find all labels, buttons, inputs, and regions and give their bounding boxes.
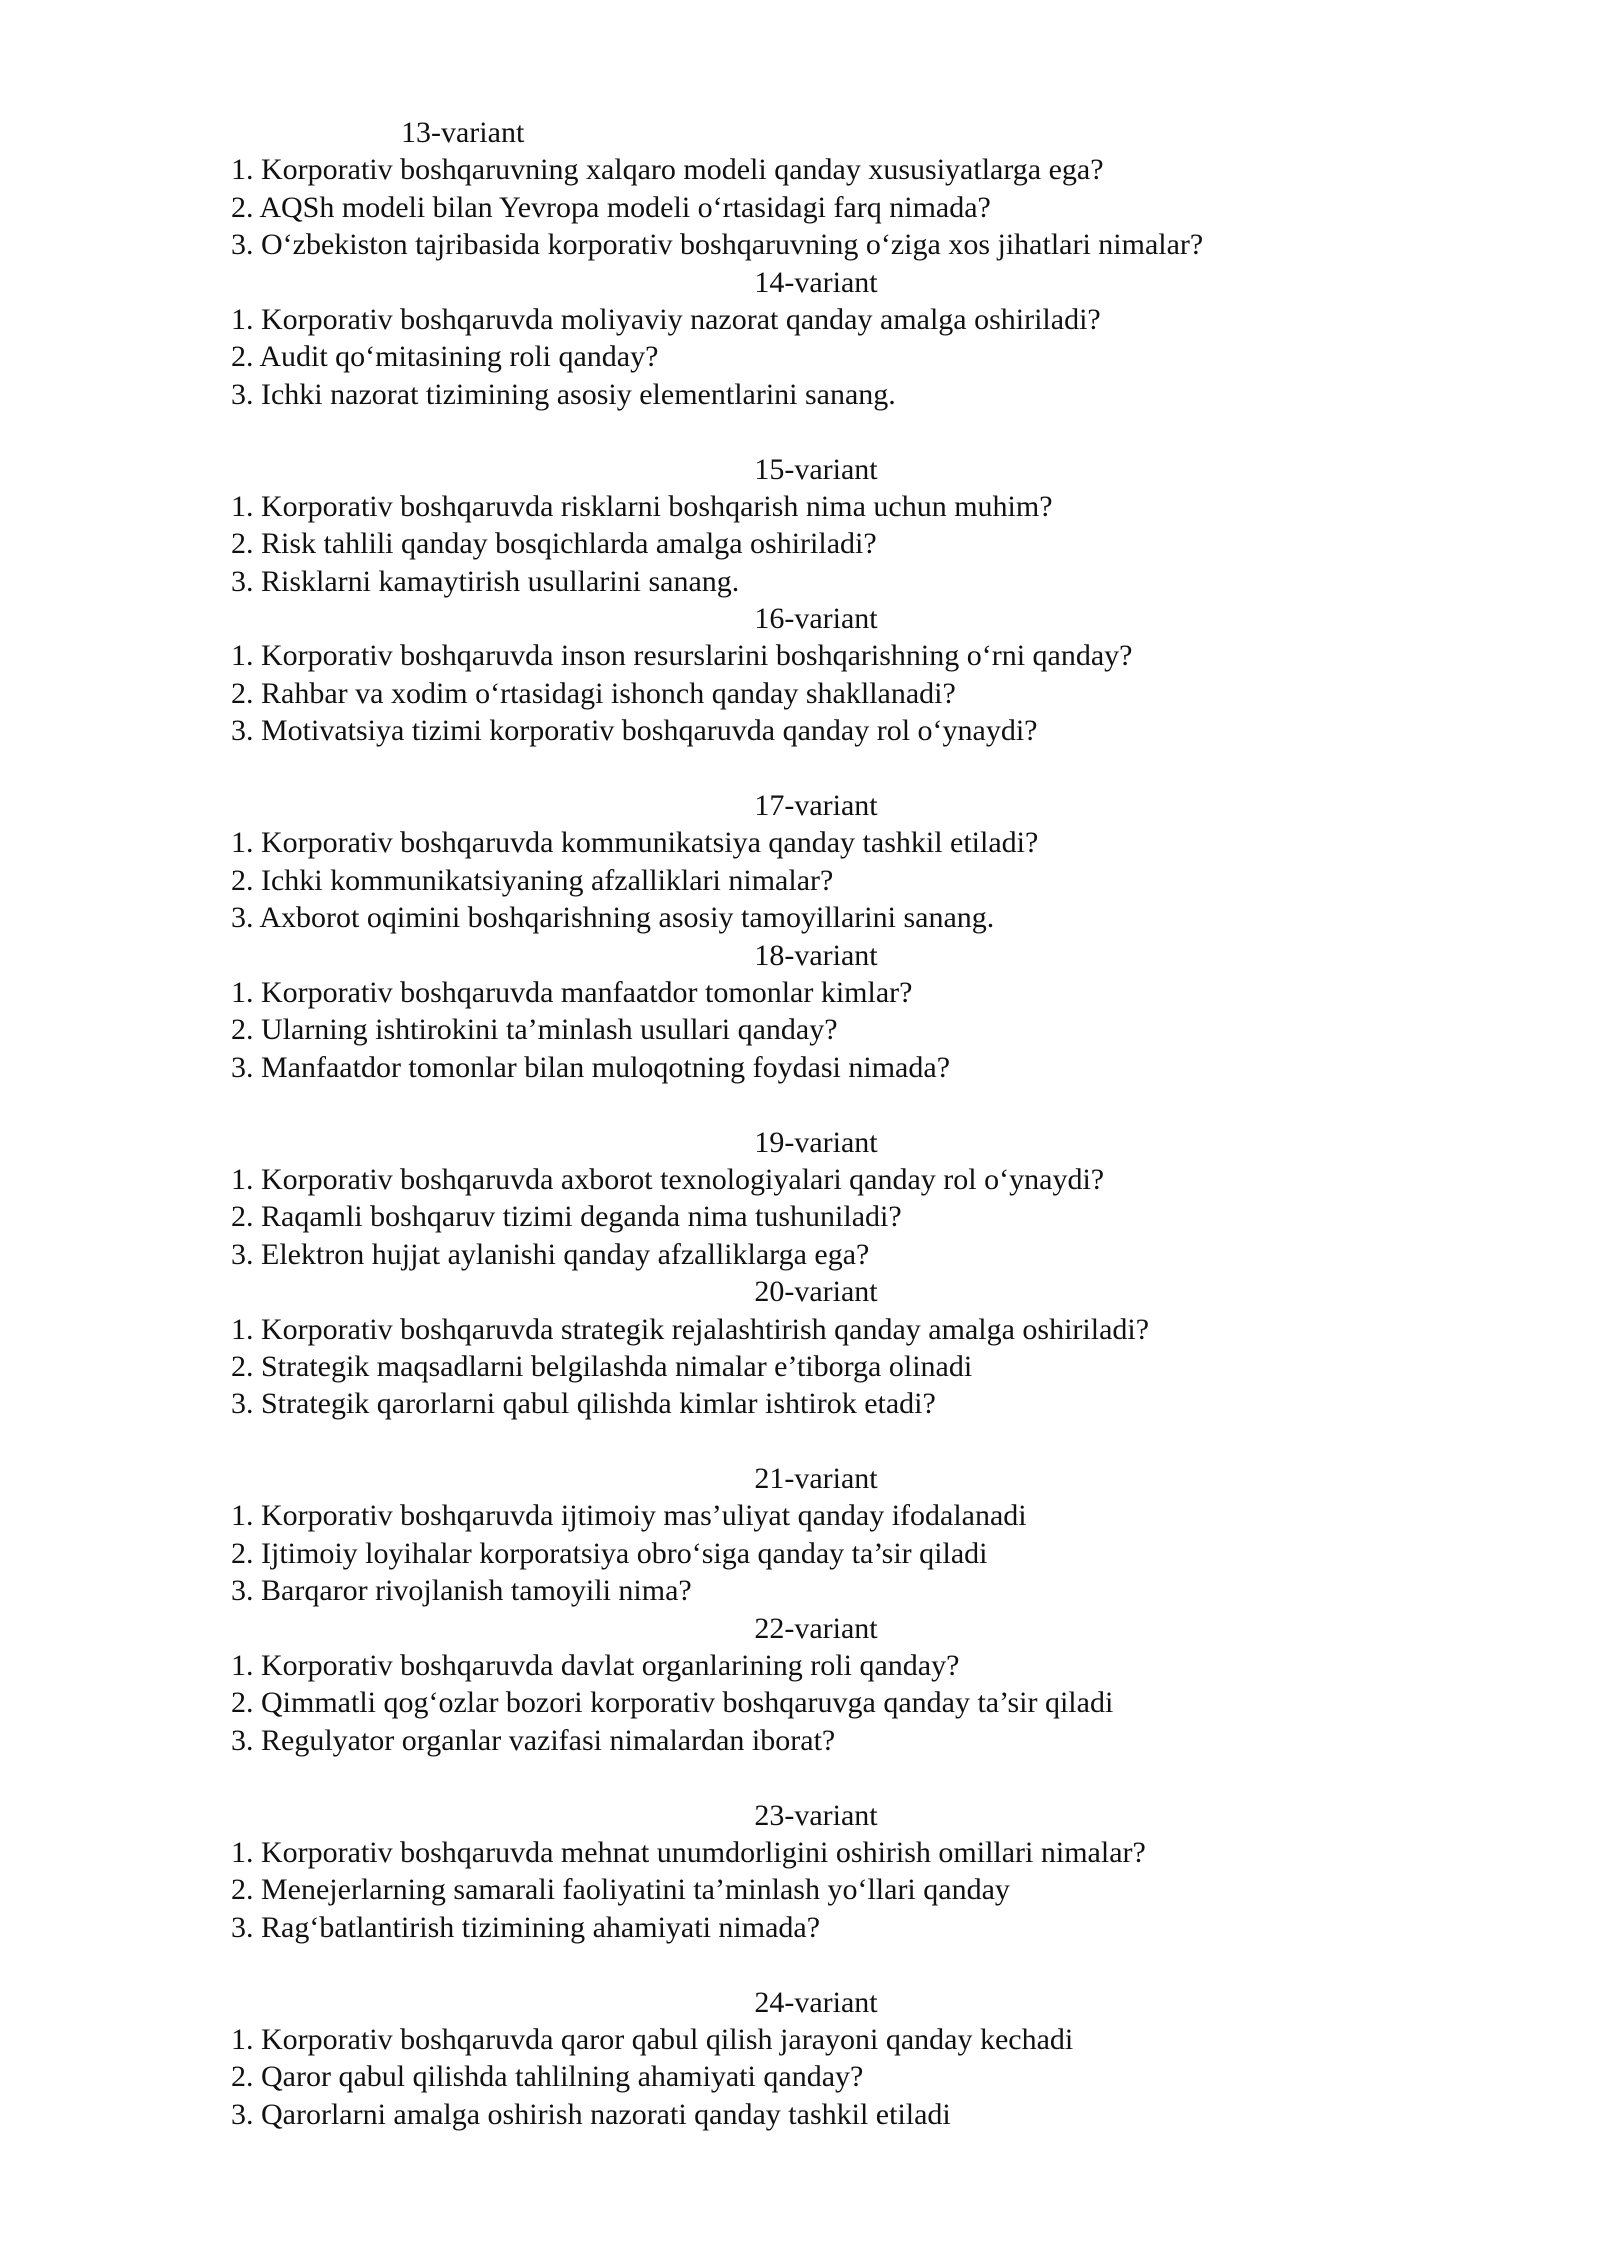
- question-line: 3. Barqaror rivojlanish tamoyili nima?: [231, 1574, 692, 1608]
- question-line: 2. AQSh modeli bilan Yevropa modeli o‘rtasidagi farq nimada?: [231, 190, 991, 224]
- question-line: 3. Ichki nazorat tizimining asosiy elementlarini sanang.: [231, 377, 896, 411]
- question-line: 2. Ijtimoiy loyihalar korporatsiya obro‘siga qanday ta’sir qiladi: [231, 1536, 988, 1570]
- variant-heading: 15-variant: [754, 452, 878, 486]
- variant-heading: 23-variant: [754, 1798, 878, 1832]
- question-line: 3. Regulyator organlar vazifasi nimalardan iborat?: [231, 1723, 836, 1757]
- blank-line: [231, 750, 1391, 787]
- question-line: 2. Menejerlarning samarali faoliyatini ta’minlash yo‘llari qanday: [231, 1873, 1010, 1907]
- question-line: 2. Ularning ishtirokini ta’minlash usullari qanday?: [231, 1013, 838, 1047]
- question-line: 3. Rag‘batlantirish tizimining ahamiyati nimada?: [231, 1910, 821, 1944]
- variant-heading: 19-variant: [754, 1125, 878, 1159]
- variant-heading: 16-variant: [754, 602, 878, 636]
- question-line: 1. Korporativ boshqaruvda axborot texnologiyalari qanday rol o‘ynaydi?: [231, 1162, 1105, 1196]
- question-line: 3. Elektron hujjat aylanishi qanday afzalliklarga ega?: [231, 1237, 870, 1271]
- question-line: 1. Korporativ boshqaruvda qaror qabul qilish jarayoni qanday kechadi: [231, 2022, 1074, 2056]
- variant-heading: 21-variant: [754, 1462, 878, 1496]
- variant-heading: 20-variant: [754, 1275, 878, 1309]
- variant-heading: 24-variant: [754, 1985, 878, 2019]
- question-line: 3. Risklarni kamaytirish usullarini sanang.: [231, 564, 740, 598]
- question-line: 2. Qimmatli qog‘ozlar bozori korporativ boshqaruvga qanday ta’sir qiladi: [231, 1686, 1114, 1720]
- question-line: 1. Korporativ boshqaruvda ijtimoiy mas’uliyat qanday ifodalanadi: [231, 1499, 1027, 1533]
- question-line: 1. Korporativ boshqaruvning xalqaro modeli qanday xususiyatlarga ega?: [231, 153, 1104, 187]
- blank-line: [231, 1423, 1391, 1460]
- blank-line: [231, 1086, 1391, 1123]
- blank-line: [231, 1946, 1391, 1983]
- question-line: 2. Qaror qabul qilishda tahlilning ahamiyati qanday?: [231, 2060, 864, 2094]
- question-line: 1. Korporativ boshqaruvda kommunikatsiya qanday tashkil etiladi?: [231, 826, 1039, 860]
- question-line: 1. Korporativ boshqaruvda inson resurslarini boshqarishning o‘rni qanday?: [231, 639, 1133, 673]
- question-line: 3. Manfaatdor tomonlar bilan muloqotning foydasi nimada?: [231, 1050, 951, 1084]
- question-line: 2. Ichki kommunikatsiyaning afzalliklari nimalar?: [231, 863, 834, 897]
- variant-heading: 22-variant: [754, 1611, 878, 1645]
- question-line: 2. Strategik maqsadlarni belgilashda nimalar e’tiborga olinadi: [231, 1349, 973, 1383]
- question-line: 3. Qarorlarni amalga oshirish nazorati qanday tashkil etiladi: [231, 2097, 951, 2131]
- question-line: 2. Raqamli boshqaruv tizimi deganda nima tushuniladi?: [231, 1200, 902, 1234]
- question-line: 1. Korporativ boshqaruvda risklarni boshqarish nima uchun muhim?: [231, 489, 1053, 523]
- question-line: 2. Rahbar va xodim o‘rtasidagi ishonch qanday shakllanadi?: [231, 676, 956, 710]
- question-line: 1. Korporativ boshqaruvda mehnat unumdorligini oshirish omillari nimalar?: [231, 1835, 1146, 1869]
- question-line: 2. Risk tahlili qanday bosqichlarda amalga oshiriladi?: [231, 527, 877, 561]
- question-line: 1. Korporativ boshqaruvda moliyaviy nazorat qanday amalga oshiriladi?: [231, 302, 1101, 336]
- question-line: 3. Motivatsiya tizimi korporativ boshqaruvda qanday rol o‘ynaydi?: [231, 714, 1038, 748]
- question-line: 1. Korporativ boshqaruvda manfaatdor tomonlar kimlar?: [231, 975, 913, 1009]
- variants-list: [231, 114, 1391, 2133]
- question-line: 3. O‘zbekiston tajribasida korporativ boshqaruvning o‘ziga xos jihatlari nimalar?: [231, 228, 1204, 262]
- blank-line: [231, 413, 1391, 450]
- blank-line: [231, 1759, 1391, 1796]
- question-line: 1. Korporativ boshqaruvda davlat organlarining roli qanday?: [231, 1649, 960, 1683]
- question-line: 3. Axborot oqimini boshqarishning asosiy tamoyillarini sanang.: [231, 901, 995, 935]
- variant-heading: 13-variant: [401, 116, 525, 149]
- variant-heading: 14-variant: [754, 265, 878, 299]
- question-line: 1. Korporativ boshqaruvda strategik rejalashtirish qanday amalga oshiriladi?: [231, 1312, 1150, 1346]
- question-line: 2. Audit qo‘mitasining roli qanday?: [231, 340, 659, 374]
- variant-heading: 18-variant: [754, 938, 878, 972]
- question-line: 3. Strategik qarorlarni qabul qilishda kimlar ishtirok etadi?: [231, 1387, 936, 1421]
- variant-heading: 17-variant: [754, 789, 878, 823]
